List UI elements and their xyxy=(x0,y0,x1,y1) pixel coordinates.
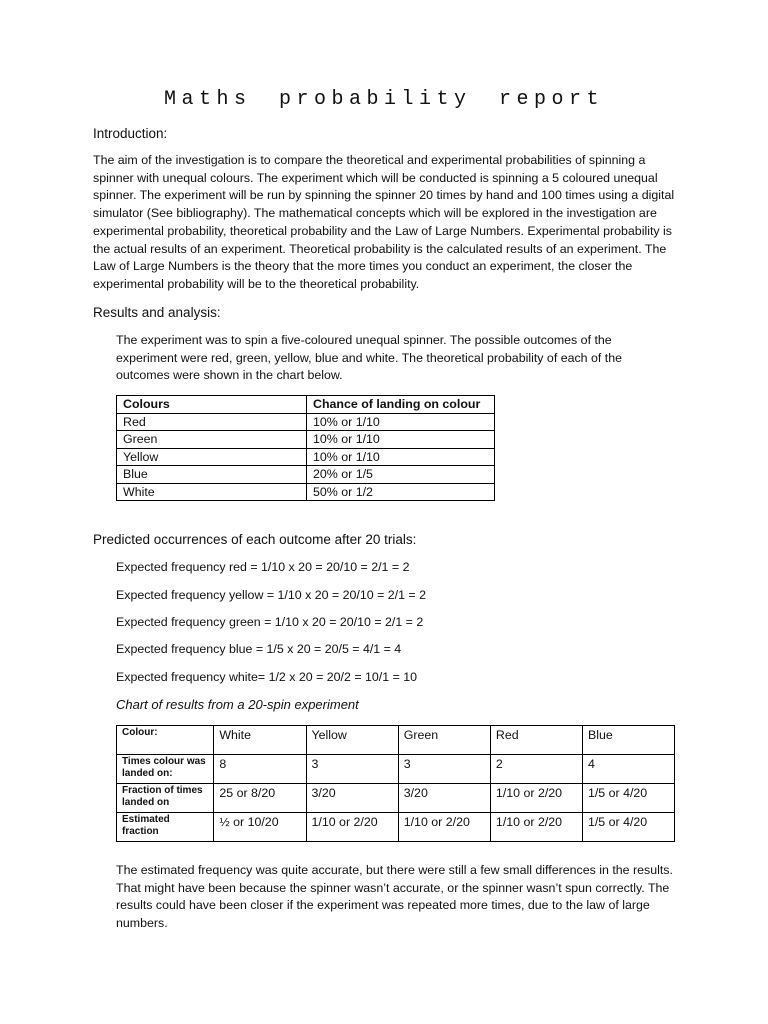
table-cell: Red xyxy=(490,726,582,755)
table-cell: 10% or 1/10 xyxy=(307,431,495,449)
table-cell: 10% or 1/10 xyxy=(307,448,495,466)
table-cell: Yellow xyxy=(306,726,398,755)
table-cell: 1/10 or 2/20 xyxy=(490,813,582,842)
page-title: Maths probability report xyxy=(163,88,605,111)
table-cell: 3/20 xyxy=(306,784,398,813)
table-row xyxy=(117,755,675,784)
table-cell: Green xyxy=(398,726,490,755)
results-chart-caption: Chart of results from a 20-spin experiment xyxy=(116,697,359,712)
row-header-cell: Fraction of times landed on xyxy=(117,784,214,813)
table-cell: ½ or 10/20 xyxy=(214,813,306,842)
table-cell: 8 xyxy=(214,755,306,784)
table-cell: Yellow xyxy=(117,448,307,466)
row-header-cell: Estimated fraction xyxy=(117,813,214,842)
table-row xyxy=(117,483,495,501)
table-row xyxy=(117,784,675,813)
predicted-heading: Predicted occurrences of each outcome after 20 trials: xyxy=(93,532,417,547)
table-cell: 50% or 1/2 xyxy=(307,483,495,501)
table-cell: 1/10 or 2/20 xyxy=(398,813,490,842)
table-header-cell: Chance of landing on colour xyxy=(307,396,495,414)
table-cell: 1/5 or 4/20 xyxy=(582,813,674,842)
table-header-cell: Colours xyxy=(117,396,307,414)
conclusion-paragraph: The estimated frequency was quite accurate, but there were still a few small differences in the results. That might have been because the spinner wasn’t accurate, or the spinner wasn’t spun correctly. The results could have been closer if the experiment was repeated more times, due to the law of large numbers. xyxy=(116,863,673,931)
results-heading: Results and analysis: xyxy=(93,305,221,320)
table-row xyxy=(117,431,495,449)
table-row xyxy=(117,813,675,842)
table-cell: 3 xyxy=(398,755,490,784)
table-cell: Red xyxy=(117,413,307,431)
table-cell: Blue xyxy=(117,466,307,484)
calc-line-blue: Expected frequency blue = 1/5 x 20 = 20/5 = 4/1 = 4 xyxy=(116,642,402,656)
table-row xyxy=(117,726,675,755)
table-cell: White xyxy=(214,726,306,755)
table-row xyxy=(117,413,495,431)
table-cell: 3/20 xyxy=(398,784,490,813)
table-cell: 1/10 or 2/20 xyxy=(306,813,398,842)
experiment-paragraph: The experiment was to spin a five-coloured unequal spinner. The possible outcomes of the experiment were red, green, yellow, blue and white. The theoretical probability of each of the outcomes were shown in the chart below. xyxy=(116,333,623,383)
table-row xyxy=(117,448,495,466)
table-cell: 3 xyxy=(306,755,398,784)
table-cell: 10% or 1/10 xyxy=(307,413,495,431)
probability-table xyxy=(116,395,495,501)
calc-line-green: Expected frequency green = 1/10 x 20 = 20/10 = 2/1 = 2 xyxy=(116,615,424,629)
table-cell: 2 xyxy=(490,755,582,784)
table-cell: 20% or 1/5 xyxy=(307,466,495,484)
table-cell: 1/10 or 2/20 xyxy=(490,784,582,813)
table-row xyxy=(117,466,495,484)
table-cell: 4 xyxy=(582,755,674,784)
introduction-paragraph: The aim of the investigation is to compare the theoretical and experimental probabilities of spinning a spinner with unequal colours. The experiment which will be conducted is spinning a 5 coloured unequal spinner. The experiment will be run by spinning the spinner 20 times by hand and 100 times using a digital simulator (See bibliography). The mathematical concepts which will be explored in the investigation are experimental probability, theoretical probability and the Law of Large Numbers. Experimental probability is the actual results of an experiment. Theoretical probability is the calculated results of an experiment. The Law of Large Numbers is the theory that the more times you conduct an experiment, the closer the experimental probability will be to the theoretical probability. xyxy=(93,153,675,291)
table-cell: White xyxy=(117,483,307,501)
calc-line-white: Expected frequency white= 1/2 x 20 = 20/2 = 10/1 = 10 xyxy=(116,670,418,684)
table-cell: Green xyxy=(117,431,307,449)
introduction-heading: Introduction: xyxy=(93,126,168,141)
row-header-cell: Times colour was landed on: xyxy=(117,755,214,784)
table-header-row xyxy=(117,396,495,414)
table-cell: Blue xyxy=(582,726,674,755)
results-table xyxy=(116,725,675,842)
row-header-cell: Colour: xyxy=(117,726,214,755)
table-cell: 25 or 8/20 xyxy=(214,784,306,813)
table-cell: 1/5 or 4/20 xyxy=(582,784,674,813)
calc-line-yellow: Expected frequency yellow = 1/10 x 20 = 20/10 = 2/1 = 2 xyxy=(116,588,426,602)
calc-line-red: Expected frequency red = 1/10 x 20 = 20/10 = 2/1 = 2 xyxy=(116,560,410,574)
